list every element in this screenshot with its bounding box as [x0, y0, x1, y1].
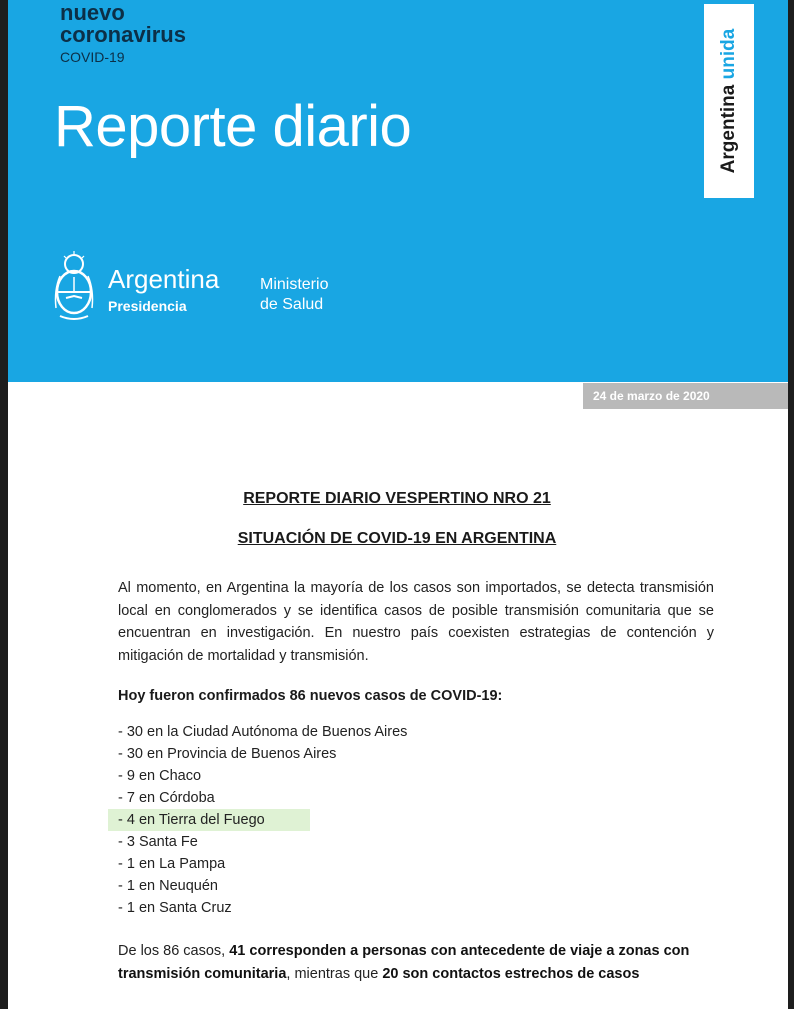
brand-line-2: coronavirus	[60, 22, 186, 47]
ministry-name	[260, 275, 328, 315]
government-subtitle: Presidencia	[108, 298, 187, 314]
list-item: - 3 Santa Fe	[118, 834, 198, 850]
summary-bold-2: 20 son contactos estrechos de casos	[382, 965, 640, 982]
list-item: - 7 en Córdoba	[118, 790, 215, 806]
ministry-line-1: Ministerio	[260, 276, 329, 293]
list-item: - 4 en Tierra del Fuego	[118, 812, 265, 828]
brand-line-3: COVID-19	[60, 49, 125, 65]
list-item: - 30 en la Ciudad Autónoma de Buenos Aires	[118, 724, 408, 740]
summary-text-1: De los 86 casos,	[118, 943, 230, 959]
summary-text-2: , mientras que	[286, 965, 383, 982]
case-list	[118, 721, 407, 919]
document-heading: REPORTE DIARIO VESPERTINO NRO 21	[243, 490, 551, 507]
unida-prefix: Argentina	[718, 79, 739, 174]
confirmed-cases-heading: Hoy fueron confirmados 86 nuevos casos de COVID-19:	[118, 688, 503, 704]
list-item: - 9 en Chaco	[118, 768, 202, 784]
header-banner	[8, 0, 788, 382]
summary-bold-1: 41 corresponden a personas con antecedente de viaje a zonas con transmisión comunitaria	[118, 943, 690, 982]
list-item: - 1 en La Pampa	[118, 856, 226, 872]
unida-suffix: unida	[718, 28, 739, 80]
report-date: 24 de marzo de 2020	[583, 383, 788, 409]
government-name: Argentina	[108, 264, 220, 294]
coat-of-arms-icon	[52, 250, 96, 322]
argentina-unida-badge	[704, 4, 754, 198]
intro-paragraph: Al momento, en Argentina la mayoría de los casos son importados, se detecta transmisión local en conglomerados y se identifica casos de posible transmisión comunitaria que se encuentran en investigación. En nuestro país coexisten estrategias de contención y mitigación de mortalidad y transmisión.	[118, 580, 714, 664]
document-subheading: SITUACIÓN DE COVID-19 EN ARGENTINA	[237, 530, 557, 547]
list-item: - 1 en Neuquén	[118, 878, 218, 894]
list-item: - 30 en Provincia de Buenos Aires	[118, 746, 337, 762]
summary-paragraph	[118, 940, 718, 985]
ministry-line-2: de Salud	[260, 296, 324, 313]
brand-line-1: nuevo	[60, 0, 125, 25]
argentina-unida-text	[718, 29, 740, 174]
list-item: - 1 en Santa Cruz	[118, 900, 232, 916]
report-title: Reporte diario	[54, 94, 412, 159]
